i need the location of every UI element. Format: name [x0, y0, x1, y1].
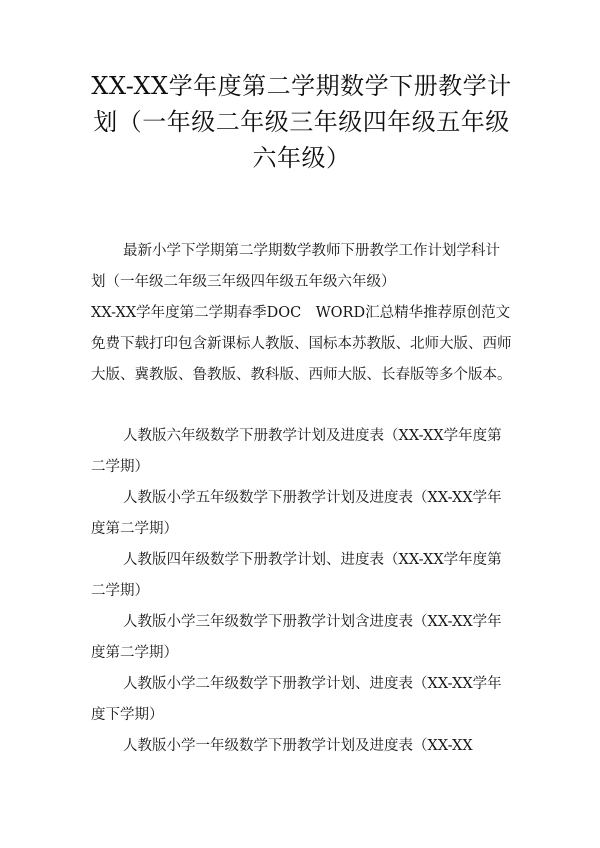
intro-paragraph: XX-XX学年度第二学期春季DOC WORD汇总精华推荐原创范文免费下载打印包含新课标人教版、国标本苏教版、北师大版、西师大版、冀教版、鲁教版、教科版、西师大版、长春版等多个版本。 — [91, 305, 512, 383]
plan-list-item: 人教版小学五年级数学下册教学计划及进度表（XX-XX学年度第二学期） — [91, 490, 502, 537]
plan-list-item: 人教版小学三年级数学下册教学计划含进度表（XX-XX学年度第二学期） — [91, 614, 502, 661]
plan-list-item: 人教版四年级数学下册教学计划、进度表（XX-XX学年度第二学期） — [91, 552, 502, 599]
document-title: XX-XX学年度第二学期数学下册教学计划（一年级二年级三年级四年级五年级六年级） — [91, 72, 512, 172]
plan-list-item: 人教版小学二年级数学下册教学计划、进度表（XX-XX学年度下学期） — [91, 676, 502, 723]
intro-section — [91, 236, 512, 391]
plan-list — [91, 421, 512, 762]
plan-list-item: 人教版小学一年级数学下册教学计划及进度表（XX-XX — [123, 738, 473, 754]
plan-list-item: 人教版六年级数学下册教学计划及进度表（XX-XX学年度第二学期） — [91, 428, 502, 475]
intro-paragraph: 最新小学下学期第二学期数学教师下册教学工作计划学科计划（一年级二年级三年级四年级五年级六年级） — [91, 243, 500, 290]
